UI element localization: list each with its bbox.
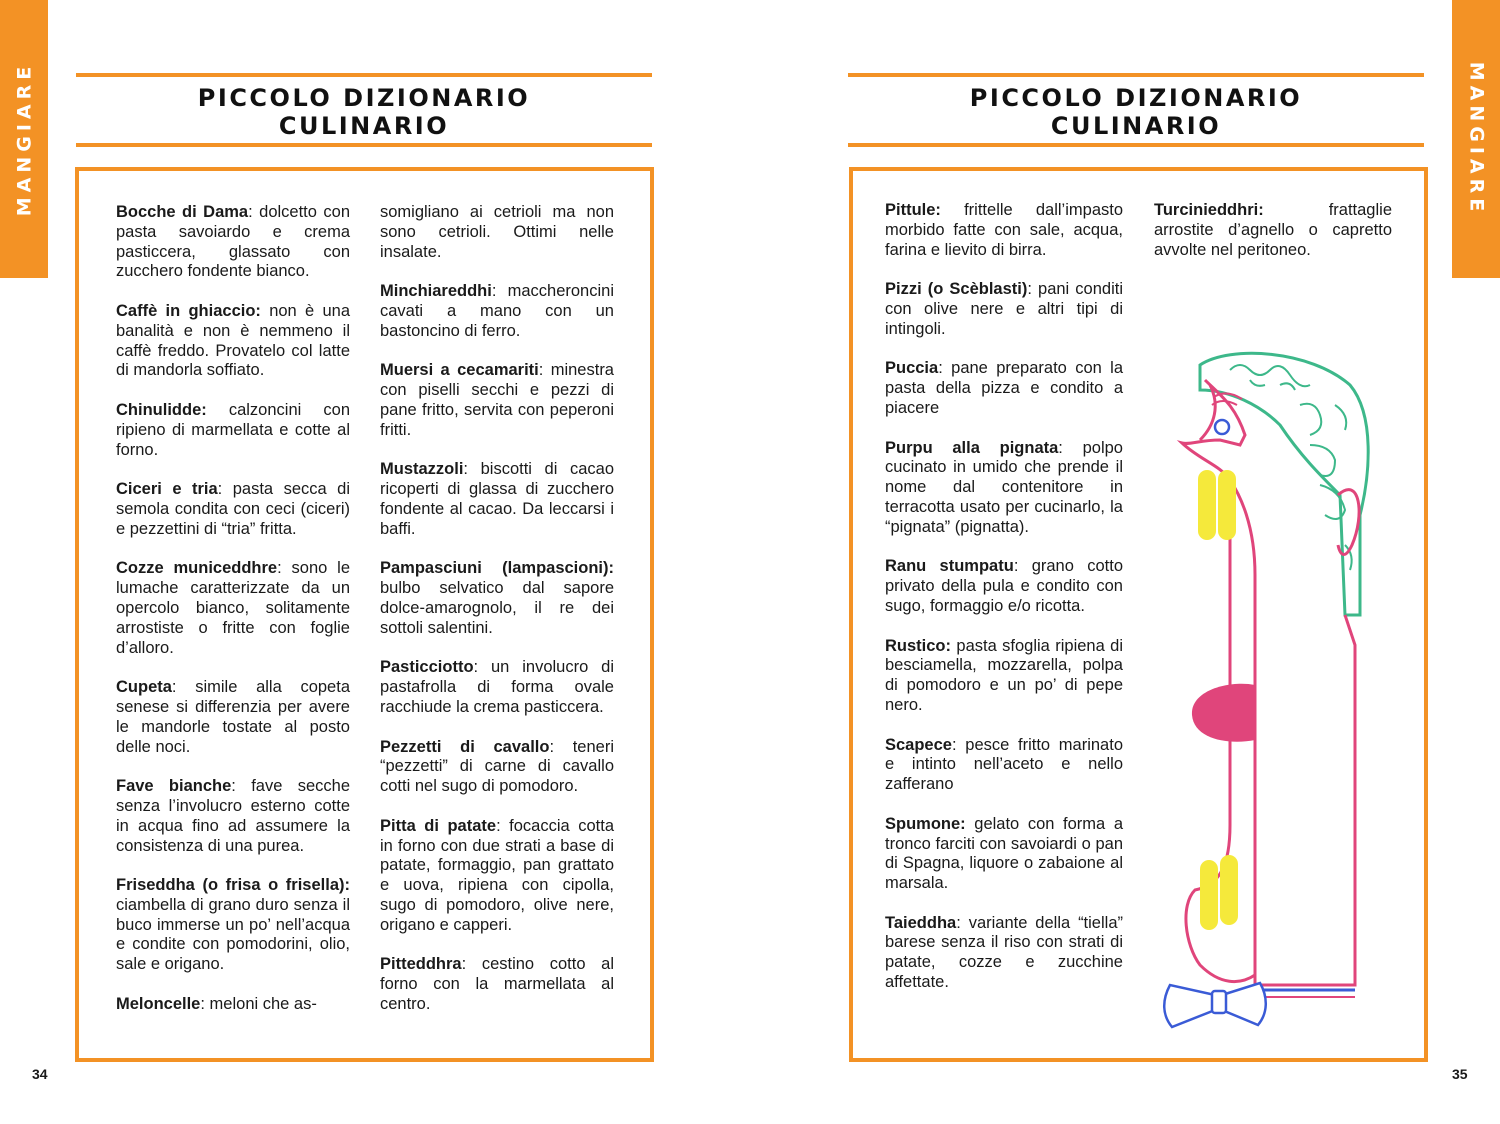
glossary-column-right-2 bbox=[1154, 201, 1392, 280]
glossary-definition: dolcetto con pasta savoiardo e crema pasticcera, glassato con zucchero fondente bianco. bbox=[116, 203, 350, 281]
glossary-term: Pezzetti di cavallo bbox=[380, 737, 550, 756]
glossary-term: Ciceri e tria bbox=[116, 480, 218, 499]
glossary-term: Minchiareddhi bbox=[380, 282, 492, 301]
glossary-entry bbox=[380, 738, 614, 797]
glossary-separator: : bbox=[538, 361, 544, 380]
glossary-entry bbox=[116, 302, 350, 381]
glossary-definition: ciambella di grano duro senza il buco immerse un po’ nell’acqua e condite con pomodorini, olio, sale e origano. bbox=[116, 895, 350, 974]
glossary-entry bbox=[116, 678, 350, 757]
glossary-definition: polpo cucinato in umido che prende il nome dal contenitore in terracotta usato per cucinarlo, la “pignata” (pignatta). bbox=[885, 438, 1123, 536]
title-line-1: PICCOLO DIZIONARIO bbox=[197, 84, 531, 112]
glossary-term: Bocche di Dama bbox=[116, 203, 249, 221]
glossary-entry bbox=[885, 439, 1123, 538]
glossary-definition: un involucro di pastafrolla di forma ovale racchiude la crema pasticcera. bbox=[380, 658, 614, 716]
glossary-definition: simile alla copeta senese si differenzia per avere le mandorle tostate al posto delle noci. bbox=[116, 678, 350, 756]
glossary-term: Cozze municeddhre bbox=[116, 559, 278, 578]
glossary-entry bbox=[885, 736, 1123, 795]
glossary-definition: frattaglie arrostite d’agnello o capretto avvolte nel peritoneo. bbox=[1154, 201, 1392, 259]
glossary-definition: pani conditi con olive nere e altri tipi di intingoli. bbox=[885, 280, 1123, 338]
glossary-entry bbox=[380, 282, 614, 341]
glossary-separator: : bbox=[473, 658, 479, 677]
glossary-entry bbox=[116, 559, 350, 658]
glossary-separator: : bbox=[171, 678, 177, 697]
title-line-1: PICCOLO DIZIONARIO bbox=[969, 84, 1303, 112]
glossary-column-left-2 bbox=[380, 203, 614, 1034]
glossary-entry bbox=[116, 777, 350, 856]
glossary-term: Pitta di patate bbox=[380, 816, 497, 835]
page-title-left bbox=[76, 84, 652, 140]
glossary-definition: focaccia cotta in forno con due strati a base di patate, formaggio, pan grattato e uova, ripiena con cipolla, sugo di pomodoro, olive nere, origano e capperi. bbox=[380, 816, 614, 934]
glossary-entry bbox=[116, 995, 350, 1015]
title-rule-top bbox=[848, 73, 1424, 77]
glossary-term: Pampasciuni (lampascioni): bbox=[380, 559, 614, 578]
glossary-separator: : bbox=[217, 480, 223, 499]
glossary-definition: fave secche senza l’involucro esterno cotte in acqua fino ad assumere la consistenza di una purea. bbox=[116, 777, 351, 855]
glossary-entry bbox=[116, 876, 350, 975]
glossary-term: Puccia bbox=[885, 359, 939, 378]
glossary-definition: frittelle dall’impasto morbido fatte con sale, acqua, farina e lievito di birra. bbox=[885, 201, 1123, 259]
glossary-entry bbox=[380, 460, 614, 539]
glossary-term: Muersi a cecamariti bbox=[380, 361, 539, 380]
glossary-definition: somigliano ai cetrioli ma non sono cetrioli. Ottimi nelle insalate. bbox=[380, 203, 614, 261]
glossary-entry bbox=[380, 361, 614, 440]
glossary-entry bbox=[380, 203, 614, 262]
glossary-definition: variante della “tiella” barese senza il riso con strati di patate, cozze e zucchine affettate. bbox=[885, 913, 1123, 992]
glossary-term: Scapece bbox=[885, 735, 952, 754]
glossary-term: Pasticciotto bbox=[380, 658, 474, 677]
glossary-separator: : bbox=[1058, 438, 1063, 457]
glossary-entry bbox=[116, 401, 350, 460]
glossary-separator: : bbox=[491, 282, 497, 301]
glossary-entry bbox=[116, 203, 350, 282]
glossary-separator: : bbox=[200, 994, 205, 1013]
glossary-definition: maccheroncini cavati a mano con un bastoncino di ferro. bbox=[380, 282, 614, 340]
caricature-illustration bbox=[1160, 345, 1400, 1035]
glossary-term: Taieddha bbox=[885, 913, 957, 932]
glossary-entry bbox=[885, 637, 1123, 716]
glossary-entry bbox=[885, 815, 1123, 894]
glossary-definition: biscotti di cacao ricoperti di glassa di zucchero fondente al cacao. Da leccarsi i baffi. bbox=[380, 460, 614, 538]
page-number-right: 35 bbox=[1452, 1066, 1468, 1082]
title-rule-bottom bbox=[848, 143, 1424, 147]
glossary-entry bbox=[116, 480, 350, 539]
title-rule-bottom bbox=[76, 143, 652, 147]
glossary-entry bbox=[885, 914, 1123, 993]
glossary-entry bbox=[885, 359, 1123, 418]
glossary-term: Turcinieddhri: bbox=[1154, 201, 1264, 219]
glossary-definition: pane preparato con la pasta della pizza e condito a piacere bbox=[885, 359, 1123, 417]
glossary-term: Rustico: bbox=[885, 636, 951, 655]
glossary-column-left-1 bbox=[116, 203, 350, 1034]
glossary-term: Ranu stumpatu bbox=[885, 557, 1014, 576]
glossary-separator: : bbox=[1027, 280, 1032, 299]
glossary-definition: non è una banalità e non è nemmeno il caffè freddo. Provatelo col latte di mandorla soffiato. bbox=[116, 301, 350, 380]
glossary-separator: : bbox=[248, 203, 253, 221]
glossary-term: Meloncelle bbox=[116, 994, 201, 1013]
glossary-term: Caffè in ghiaccio: bbox=[116, 301, 261, 320]
glossary-entry bbox=[380, 658, 614, 717]
glossary-term: Pittule: bbox=[885, 201, 941, 219]
glossary-definition: pasta sfoglia ripiena di besciamella, mozzarella, polpa di pomodoro e un po’ di pepe nero. bbox=[885, 636, 1123, 714]
page-title-right bbox=[848, 84, 1424, 140]
glossary-definition: bulbo selvatico dal sapore dolce-amarognolo, il re dei sottoli salentini. bbox=[380, 579, 614, 637]
glossary-definition: pesce fritto marinato e intinto nell’aceto e nello zafferano bbox=[885, 735, 1123, 794]
glossary-definition: teneri “pezzetti” di carne di cavallo cotti nel sugo di pomodoro. bbox=[380, 737, 614, 796]
glossary-definition: grano cotto privato della pula e condito con sugo, formaggio e/o ricotta. bbox=[885, 557, 1123, 615]
glossary-separator: : bbox=[938, 359, 943, 378]
section-tab-left bbox=[0, 0, 48, 278]
section-tab-right bbox=[1452, 0, 1500, 278]
glossary-term: Spumone: bbox=[885, 814, 966, 833]
title-rule-top bbox=[76, 73, 652, 77]
page-number-left: 34 bbox=[32, 1066, 48, 1082]
glossary-entry bbox=[380, 559, 614, 638]
glossary-separator: : bbox=[1013, 557, 1019, 576]
section-tab-label: MANGIARE bbox=[1465, 61, 1487, 217]
glossary-separator: : bbox=[549, 737, 555, 756]
glossary-term: Cupeta bbox=[116, 678, 172, 697]
glossary-term: Mustazzoli bbox=[380, 460, 464, 479]
glossary-column-right-1 bbox=[885, 201, 1123, 1013]
glossary-definition: cestino cotto al forno con la marmellata al centro. bbox=[380, 955, 614, 1013]
glossary-term: Chinulidde: bbox=[116, 400, 207, 419]
title-line-2: CULINARIO bbox=[1050, 112, 1222, 140]
section-tab-label: MANGIARE bbox=[13, 61, 35, 217]
glossary-term: Purpu alla pignata bbox=[885, 438, 1059, 457]
glossary-definition: meloni che as- bbox=[204, 994, 317, 1013]
glossary-separator: : bbox=[461, 955, 467, 974]
glossary-term: Pizzi (o Scèblasti) bbox=[885, 280, 1028, 299]
glossary-separator: : bbox=[496, 816, 501, 835]
glossary-term: Fave bianche bbox=[116, 777, 232, 796]
glossary-entry bbox=[380, 817, 614, 936]
glossary-term: Pitteddhra bbox=[380, 955, 462, 974]
glossary-definition: gelato con forma a tronco farciti con savoiardi o pan di Spagna, liquore o zabaione al marsala. bbox=[885, 814, 1123, 893]
glossary-separator: : bbox=[277, 559, 282, 578]
glossary-entry bbox=[380, 955, 614, 1014]
glossary-entry bbox=[885, 557, 1123, 616]
title-line-2: CULINARIO bbox=[278, 112, 450, 140]
glossary-separator: : bbox=[951, 735, 957, 754]
glossary-separator: : bbox=[463, 460, 469, 479]
glossary-entry bbox=[885, 201, 1123, 260]
glossary-separator: : bbox=[956, 913, 961, 932]
glossary-separator: : bbox=[231, 777, 236, 796]
glossary-definition: sono le lumache caratterizzate da un opercolo bianco, solitamente arrostiste o fritte con foglie d’alloro. bbox=[116, 559, 350, 657]
glossary-entry bbox=[1154, 201, 1392, 260]
glossary-definition: minestra con piselli secchi e pezzi di pane fritto, servita con peperoni fritti. bbox=[380, 361, 614, 439]
glossary-entry bbox=[885, 280, 1123, 339]
glossary-term: Friseddha (o frisa o frisella): bbox=[116, 876, 350, 895]
glossary-definition: pasta secca di semola condita con ceci (ciceri) e pezzettini di “tria” fritta. bbox=[116, 480, 350, 538]
glossary-definition: calzoncini con ripieno di marmellata e cotte al forno. bbox=[116, 400, 350, 459]
